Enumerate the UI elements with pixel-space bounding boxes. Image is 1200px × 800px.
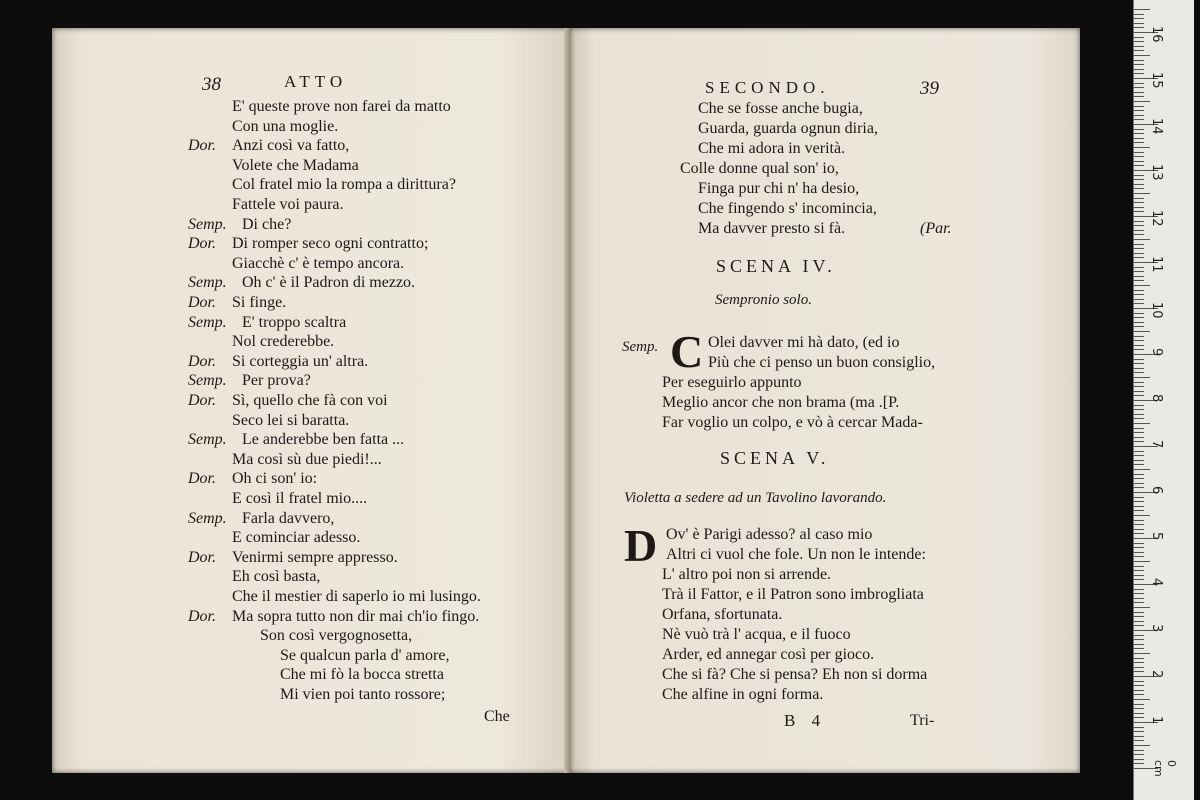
ruler-tick bbox=[1134, 432, 1144, 433]
ruler-tick bbox=[1134, 92, 1144, 93]
speaker-label: Semp. bbox=[188, 274, 227, 292]
ruler-tick bbox=[1134, 14, 1144, 15]
ruler-tick bbox=[1134, 239, 1150, 240]
verse-line: Che se fosse anche bugia, bbox=[698, 100, 863, 117]
ruler-tick bbox=[1134, 9, 1150, 10]
ruler-tick bbox=[1134, 763, 1144, 764]
ruler-tick bbox=[1134, 179, 1144, 180]
ruler-tick bbox=[1134, 294, 1144, 295]
ruler-tick bbox=[1134, 244, 1144, 245]
ruler-tick bbox=[1134, 391, 1144, 392]
ruler-tick bbox=[1134, 202, 1144, 203]
ruler-tick bbox=[1134, 667, 1144, 668]
ruler-tick bbox=[1134, 152, 1144, 153]
ruler-tick bbox=[1134, 759, 1144, 760]
ruler-tick bbox=[1134, 386, 1144, 387]
ruler-tick bbox=[1134, 469, 1150, 470]
verse-line: E' queste prove non farei da matto bbox=[232, 98, 451, 115]
verse-line: Ma così sù due piedi!... bbox=[232, 450, 382, 468]
ruler-tick bbox=[1134, 685, 1144, 686]
speaker-label: Dor. bbox=[188, 352, 217, 370]
ruler-tick bbox=[1134, 41, 1144, 42]
ruler-tick bbox=[1134, 501, 1144, 502]
ruler-tick bbox=[1134, 616, 1144, 617]
ruler-tick bbox=[1134, 515, 1150, 516]
ruler-tick bbox=[1134, 101, 1150, 102]
verse-line: Trà il Fattor, e il Patron sono imbrogliata bbox=[662, 586, 924, 603]
verse-line: Col fratel mio la rompa a dirittura? bbox=[232, 176, 456, 194]
page-number-left: 38 bbox=[202, 74, 221, 95]
ruler-tick bbox=[1134, 230, 1144, 231]
ruler-tick bbox=[1134, 428, 1144, 429]
verse-line: Volete che Madama bbox=[232, 156, 359, 174]
ruler-tick bbox=[1134, 175, 1144, 176]
ruler-tick bbox=[1134, 708, 1144, 709]
ruler-tick bbox=[1134, 409, 1144, 410]
ruler-tick bbox=[1134, 27, 1144, 28]
ruler-number: 16 bbox=[1149, 26, 1164, 43]
verse-line: Ov' è Parigi adesso? al caso mio bbox=[666, 526, 873, 543]
verse-line: Farla davvero, bbox=[242, 509, 335, 527]
ruler-tick bbox=[1134, 69, 1144, 70]
ruler-number: 2 bbox=[1149, 670, 1164, 679]
verse-line: Di romper seco ogni contratto; bbox=[232, 235, 429, 253]
ruler-tick bbox=[1134, 625, 1144, 626]
ruler-number: 3 bbox=[1149, 624, 1164, 633]
verse-line: Orfana, sfortunata. bbox=[662, 606, 783, 623]
scene-5-subtitle: Violetta a sedere ad un Tavolino lavorando. bbox=[624, 490, 887, 506]
ruler-tick bbox=[1134, 681, 1144, 682]
verse-line: Finga pur chi n' ha desio, bbox=[698, 180, 860, 197]
speaker-label: Semp. bbox=[188, 215, 227, 233]
verse-line: Anzi così va fatto, bbox=[232, 137, 350, 155]
ruler-tick bbox=[1134, 336, 1144, 337]
catchword-left: Che bbox=[484, 708, 510, 725]
ruler-tick bbox=[1134, 717, 1144, 718]
ruler-tick bbox=[1134, 299, 1144, 300]
ruler-tick bbox=[1134, 368, 1144, 369]
ruler-tick bbox=[1134, 441, 1144, 442]
scene-4-speaker: Semp. bbox=[622, 339, 659, 355]
ruler-tick bbox=[1134, 372, 1144, 373]
ruler-tick bbox=[1134, 83, 1144, 84]
ruler-tick bbox=[1134, 690, 1144, 691]
verse-line: Che mi fò la bocca stretta bbox=[280, 666, 444, 684]
ruler-number: 1 bbox=[1149, 716, 1164, 725]
verse-line: Mi vien poi tanto rossore; bbox=[280, 686, 446, 703]
ruler-tick bbox=[1134, 593, 1144, 594]
scene-5-title: SCENA V. bbox=[720, 448, 830, 468]
ruler-tick bbox=[1134, 451, 1144, 452]
verse-line: Far voglio un colpo, e vò à cercar Mada- bbox=[662, 414, 923, 431]
ruler-tick bbox=[1134, 635, 1144, 636]
ruler-tick bbox=[1134, 547, 1144, 548]
ruler-tick bbox=[1134, 612, 1144, 613]
ruler-tick bbox=[1134, 377, 1150, 378]
ruler-tick bbox=[1134, 18, 1144, 19]
ruler-tick bbox=[1134, 106, 1144, 107]
verse-line: Guarda, guarda ognun diria, bbox=[698, 120, 878, 137]
ruler-tick bbox=[1134, 524, 1144, 525]
ruler-tick bbox=[1134, 349, 1144, 350]
ruler-tick bbox=[1134, 745, 1150, 746]
ruler-tick bbox=[1134, 23, 1144, 24]
ruler-tick bbox=[1134, 363, 1144, 364]
speaker-label: Dor. bbox=[188, 137, 217, 155]
ruler-tick bbox=[1134, 115, 1144, 116]
speaker-label: Semp. bbox=[188, 431, 227, 449]
verse-line: Ma sopra tutto non dir mai ch'io fingo. bbox=[232, 607, 480, 625]
ruler-tick bbox=[1134, 552, 1144, 553]
ruler-tick bbox=[1134, 87, 1144, 88]
ruler-tick bbox=[1134, 727, 1144, 728]
verse-line: Venirmi sempre appresso. bbox=[232, 548, 398, 566]
verse-line: Che alfine in ogni forma. bbox=[662, 686, 824, 703]
ruler-tick bbox=[1134, 533, 1144, 534]
ruler-tick bbox=[1134, 382, 1144, 383]
ruler-tick bbox=[1134, 750, 1144, 751]
ruler-tick bbox=[1134, 561, 1150, 562]
verse-line: Si corteggia un' altra. bbox=[232, 352, 369, 370]
ruler-tick bbox=[1134, 736, 1144, 737]
ruler-tick bbox=[1134, 598, 1144, 599]
ruler-tick bbox=[1134, 487, 1144, 488]
ruler-tick bbox=[1134, 225, 1144, 226]
verse-line: Se qualcun parla d' amore, bbox=[280, 646, 450, 664]
ruler-number: 7 bbox=[1149, 440, 1164, 449]
ruler-tick bbox=[1134, 754, 1144, 755]
verse-line: Che il mestier di saperlo io mi lusingo. bbox=[232, 588, 481, 605]
verse-line: Eh così basta, bbox=[232, 568, 321, 586]
ruler-tick bbox=[1134, 156, 1144, 157]
ruler-tick bbox=[1134, 345, 1144, 346]
ruler-tick bbox=[1134, 64, 1144, 65]
ruler-tick bbox=[1134, 556, 1144, 557]
ruler-tick bbox=[1134, 520, 1144, 521]
speaker-label: Dor. bbox=[188, 470, 217, 488]
ruler-number: 9 bbox=[1149, 348, 1164, 357]
verse-line: L' altro poi non si arrende. bbox=[662, 566, 832, 583]
verse-line: Oh ci son' io: bbox=[232, 470, 318, 488]
ruler-tick bbox=[1134, 290, 1144, 291]
ruler-tick bbox=[1134, 478, 1144, 479]
ruler-tick bbox=[1134, 110, 1144, 111]
verse-line: E cominciar adesso. bbox=[232, 529, 361, 547]
ruler-tick bbox=[1134, 575, 1144, 576]
page-number-right: 39 bbox=[920, 78, 939, 99]
dropcap-d: D bbox=[624, 520, 658, 571]
ruler-tick bbox=[1134, 331, 1150, 332]
ruler-tick bbox=[1134, 313, 1144, 314]
ruler-tick bbox=[1134, 405, 1144, 406]
ruler-tick bbox=[1134, 221, 1144, 222]
ruler-number: 15 bbox=[1149, 72, 1164, 89]
ruler-tick bbox=[1134, 188, 1144, 189]
speaker-label: Semp. bbox=[188, 509, 227, 527]
ruler-tick bbox=[1134, 73, 1144, 74]
ruler-tick bbox=[1134, 662, 1144, 663]
verse-line: Sì, quello che fà con voi bbox=[232, 392, 388, 409]
ruler-number: 10 bbox=[1149, 302, 1164, 319]
left-page bbox=[52, 28, 579, 773]
ruler-number: 14 bbox=[1149, 118, 1164, 135]
verse-line: Oh c' è il Padron di mezzo. bbox=[242, 274, 416, 292]
ruler-tick bbox=[1134, 60, 1144, 61]
ruler-tick bbox=[1134, 37, 1144, 38]
ruler-tick bbox=[1134, 437, 1144, 438]
ruler-tick bbox=[1134, 322, 1144, 323]
catchword-right: Tri- bbox=[910, 712, 935, 729]
ruler-tick bbox=[1134, 211, 1144, 212]
ruler-tick bbox=[1134, 198, 1144, 199]
ruler-number: 5 bbox=[1149, 532, 1164, 541]
ruler-tick bbox=[1134, 253, 1144, 254]
ruler-tick bbox=[1134, 340, 1144, 341]
ruler-tick bbox=[1134, 740, 1144, 741]
verse-line: Ma davver presto si fà. bbox=[698, 220, 846, 237]
verse-line: Più che ci penso un buon consiglio, bbox=[708, 354, 936, 371]
ruler-tick bbox=[1134, 529, 1144, 530]
signature-mark: B 4 bbox=[784, 711, 827, 730]
ruler-tick bbox=[1134, 129, 1144, 130]
speaker-label: Dor. bbox=[188, 235, 217, 253]
ruler-tick bbox=[1134, 483, 1144, 484]
ruler-tick bbox=[1134, 276, 1144, 277]
ruler-tick bbox=[1134, 147, 1150, 148]
ruler-tick bbox=[1134, 257, 1144, 258]
ruler-tick bbox=[1134, 133, 1144, 134]
ruler-number: 13 bbox=[1149, 164, 1164, 181]
speaker-label: Dor. bbox=[188, 607, 217, 625]
ruler-tick bbox=[1134, 418, 1144, 419]
verse-line: E così il fratel mio.... bbox=[232, 490, 368, 507]
ruler-tick bbox=[1134, 414, 1144, 415]
ruler-tick bbox=[1134, 50, 1144, 51]
speaker-label: Dor. bbox=[188, 392, 217, 409]
ruler-tick bbox=[1134, 589, 1144, 590]
ruler-tick bbox=[1134, 455, 1144, 456]
dropcap-c: C bbox=[670, 326, 704, 377]
verse-line: Giacchè c' è tempo ancora. bbox=[232, 254, 405, 272]
ruler-tick bbox=[1134, 303, 1144, 304]
ruler-tick bbox=[1134, 704, 1144, 705]
verse-line: Le anderebbe ben fatta ... bbox=[242, 431, 405, 449]
ruler-tick bbox=[1134, 621, 1144, 622]
ruler-tick bbox=[1134, 423, 1150, 424]
ruler-tick bbox=[1134, 699, 1150, 700]
ruler-tick bbox=[1134, 55, 1150, 56]
verse-line: Che mi adora in verità. bbox=[698, 140, 846, 157]
verse-line: Nol crederebbe. bbox=[232, 333, 335, 351]
scene-4-subtitle: Sempronio solo. bbox=[715, 292, 812, 308]
verse-line: Per prova? bbox=[242, 372, 311, 390]
ruler-tick bbox=[1134, 653, 1150, 654]
speaker-label: Semp. bbox=[188, 372, 227, 390]
verse-line: Di che? bbox=[242, 215, 292, 233]
speaker-label: Dor. bbox=[188, 294, 217, 311]
ruler-tick bbox=[1134, 543, 1144, 544]
ruler-tick bbox=[1134, 671, 1144, 672]
open-book bbox=[44, 18, 1084, 783]
ruler-tick bbox=[1134, 648, 1144, 649]
verse-line: Per eseguirlo appunto bbox=[662, 374, 802, 391]
ruler-tick bbox=[1134, 510, 1144, 511]
verse-line: Che fingendo s' incomincia, bbox=[698, 200, 877, 217]
scene-4-title: SCENA IV. bbox=[716, 256, 836, 276]
ruler-unit-label: 0 cm bbox=[1152, 760, 1178, 777]
ruler-number: 12 bbox=[1149, 210, 1164, 227]
verse-line: Meglio ancor che non brama (ma .[P. bbox=[662, 394, 900, 411]
ruler-tick bbox=[1134, 460, 1144, 461]
ruler-tick bbox=[1134, 395, 1144, 396]
ruler-tick bbox=[1134, 142, 1144, 143]
speaker-label: Dor. bbox=[188, 548, 217, 566]
ruler-tick bbox=[1134, 280, 1144, 281]
verse-line: Arder, ed annegar così per gioco. bbox=[662, 646, 875, 663]
exit-note: (Par. bbox=[920, 220, 952, 237]
ruler-tick bbox=[1134, 607, 1150, 608]
verse-line: Fattele voi paura. bbox=[232, 196, 344, 213]
ruler-tick bbox=[1134, 497, 1144, 498]
ruler-number: 11 bbox=[1149, 256, 1164, 273]
ruler-tick bbox=[1134, 506, 1144, 507]
ruler-tick bbox=[1134, 644, 1144, 645]
ruler-tick bbox=[1134, 579, 1144, 580]
verse-line: Con una moglie. bbox=[232, 117, 339, 135]
ruler-tick bbox=[1134, 570, 1144, 571]
running-header-right: SECONDO. bbox=[705, 78, 830, 97]
verse-line: Si finge. bbox=[232, 294, 287, 311]
ruler-tick bbox=[1134, 285, 1150, 286]
ruler-tick bbox=[1134, 234, 1144, 235]
ruler-tick bbox=[1134, 46, 1144, 47]
ruler-tick bbox=[1134, 184, 1144, 185]
verse-line: Colle donne qual son' io, bbox=[680, 160, 839, 177]
verse-line: E' troppo scaltra bbox=[242, 313, 347, 331]
ruler-tick bbox=[1134, 566, 1144, 567]
ruler-tick bbox=[1134, 193, 1150, 194]
verse-line: Nè vuò trà l' acqua, e il fuoco bbox=[662, 626, 851, 643]
measurement-ruler bbox=[1133, 0, 1194, 800]
ruler-tick bbox=[1134, 165, 1144, 166]
ruler-tick bbox=[1134, 639, 1144, 640]
ruler-tick bbox=[1134, 317, 1144, 318]
right-page bbox=[570, 28, 1080, 773]
verse-line: Altri ci vuol che fole. Un non le intende: bbox=[666, 546, 926, 563]
speaker-label: Semp. bbox=[188, 313, 227, 331]
running-header-left: ATTO bbox=[284, 72, 348, 91]
verse-line: Son così vergognosetta, bbox=[260, 627, 413, 645]
ruler-tick bbox=[1134, 138, 1144, 139]
verse-line: Seco lei si baratta. bbox=[232, 411, 350, 429]
ruler-tick bbox=[1134, 271, 1144, 272]
ruler-tick bbox=[1134, 474, 1144, 475]
ruler-tick bbox=[1134, 602, 1144, 603]
ruler-tick bbox=[1134, 658, 1144, 659]
ruler-tick bbox=[1134, 161, 1144, 162]
ruler-tick bbox=[1134, 464, 1144, 465]
verse-line: Olei davver mi hà dato, (ed io bbox=[708, 334, 900, 351]
ruler-number: 8 bbox=[1149, 394, 1164, 403]
ruler-tick bbox=[1134, 731, 1144, 732]
ruler-tick bbox=[1134, 713, 1144, 714]
ruler-tick bbox=[1134, 326, 1144, 327]
verse-line: Che si fà? Che si pensa? Eh non si dorma bbox=[662, 666, 928, 683]
ruler-tick bbox=[1134, 359, 1144, 360]
ruler-number: 4 bbox=[1149, 578, 1164, 587]
ruler-tick bbox=[1134, 119, 1144, 120]
ruler-tick bbox=[1134, 694, 1144, 695]
ruler-tick bbox=[1134, 207, 1144, 208]
ruler-tick bbox=[1134, 267, 1144, 268]
ruler-tick bbox=[1134, 96, 1144, 97]
ruler-tick bbox=[1134, 248, 1144, 249]
ruler-number: 6 bbox=[1149, 486, 1164, 495]
